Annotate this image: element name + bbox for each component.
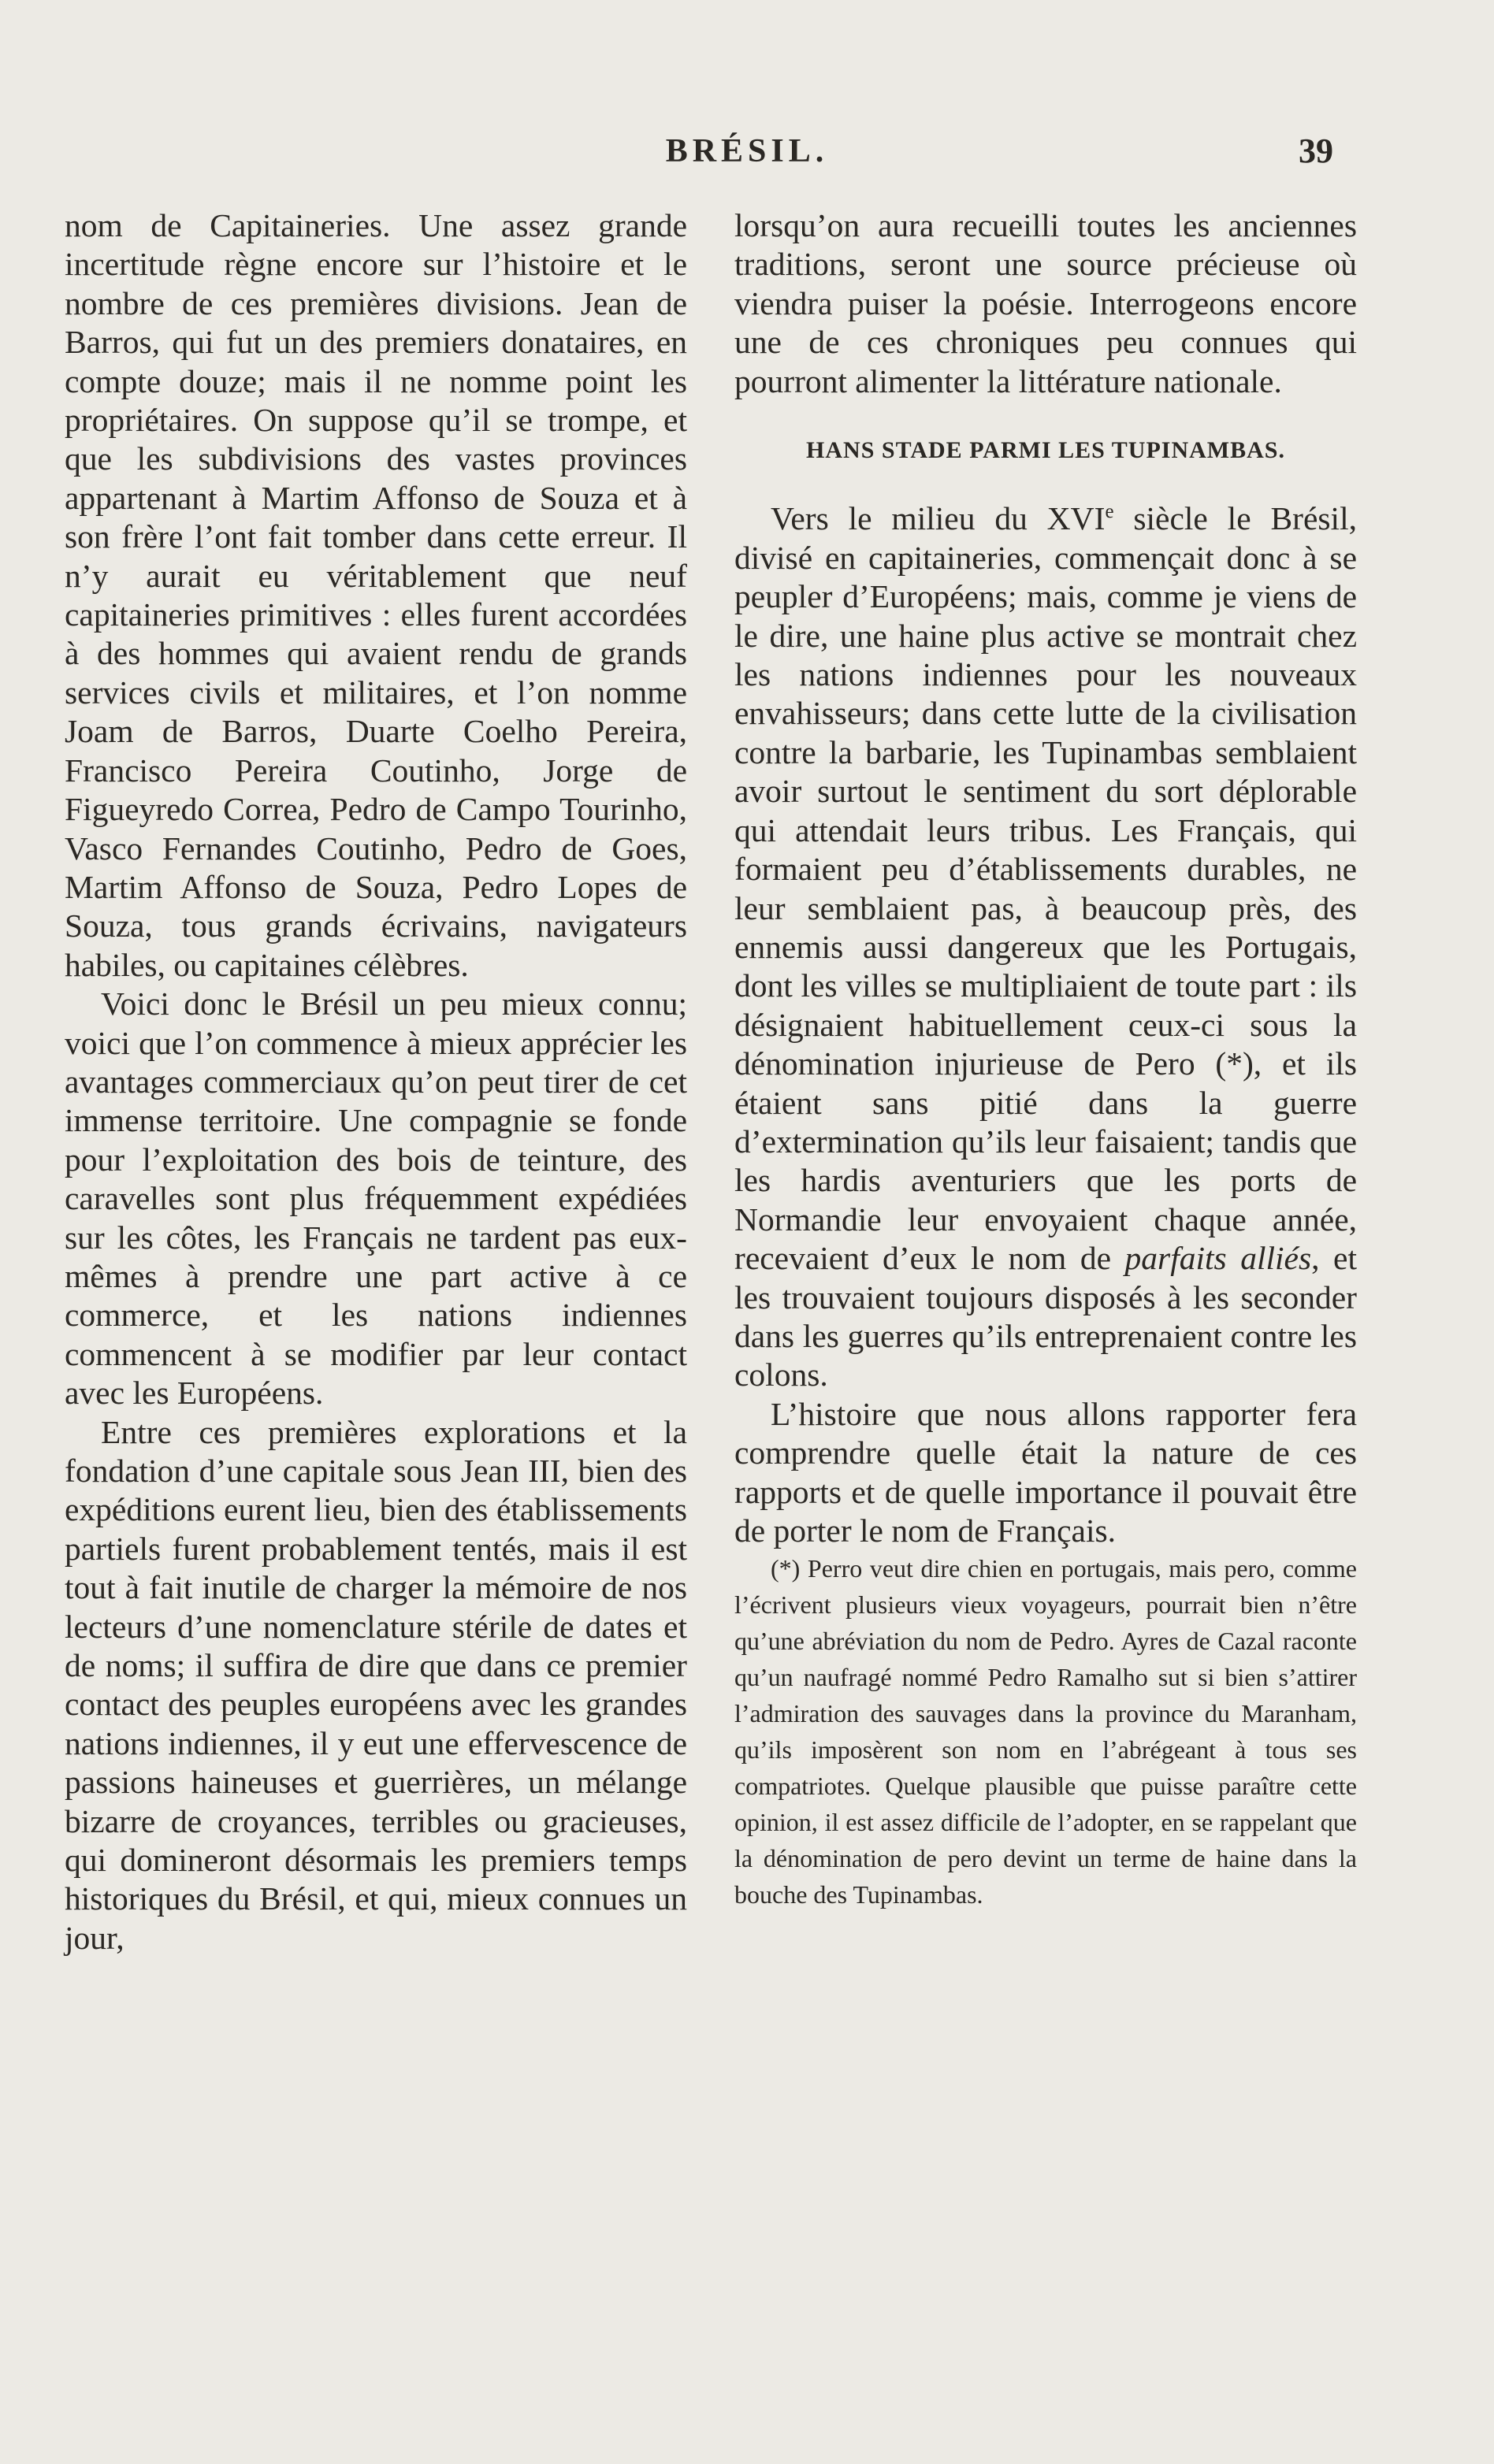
left-column <box>65 206 687 1957</box>
p2-text-end: , et les trouvaient toujours disposés à les seconder dans les guerres qu’ils entreprenaient contre les colons. <box>734 1240 1357 1393</box>
right-paragraph-3: L’histoire que nous allons rapporter fera comprendre quelle était la nature de ces rapports et de quelle importance il pouvait être de porter le nom de Français. <box>734 1395 1357 1549</box>
section-heading: HANS STADE PARMI LES TUPINAMBAS. <box>806 437 1285 464</box>
running-header-title: BRÉSIL. <box>665 133 829 169</box>
left-paragraph-2: Voici donc le Brésil un peu mieux connu; voici que l’on commence à mieux apprécier les avantages commerciaux qu’on peut tirer de cet immense territoire. Une compagnie se fonde pour l’exploitation des bois de teinture, des caravelles sont plus fréquemment expédiées sur les côtes, les Français ne tardent pas eux-mêmes à prendre une part active à ce commerce, et les nations indiennes commencent à se modifier par leur contact avec les Européens. <box>65 985 687 1412</box>
left-paragraph-3: Entre ces premières explorations et la fondation d’une capitale sous Jean III, bien des expéditions eurent lieu, bien des établissements partiels furent probablement tentés, mais il est tout à fait inutile de charger la mémoire de nos lecteurs d’une nomenclature stérile de dates et de noms; il suffira de dire que dans ce premier contact des peuples européens avec les grandes nations indiennes, il y eut une effervescence de passions haineuses et guerrières, un mélange bizarre de croyances, terribles ou gracieuses, qui domineront désormais les premiers temps historiques du Brésil, et qui, mieux connues un jour, <box>65 1413 687 1956</box>
century-superscript: e <box>1105 501 1114 523</box>
right-paragraph-2 <box>734 499 1357 1394</box>
right-paragraph-1: lorsqu’on aura recueilli toutes les anciennes traditions, seront une source précieuse où viendra puiser la poésie. Interrogeons encore une de ces chroniques peu connues qui pourront alimenter la littérature nationale. <box>734 207 1357 399</box>
footnote: (*) Perro veut dire chien en portugais, mais pero, comme l’écrivent plusieurs vieux voyageurs, pourrait bien n’être qu’une abréviation du nom de Pedro. Ayres de Cazal raconte qu’un naufragé nommé Pedro Ramalho sut si bien s’attirer l’admiration des sauvages dans la province du Maranham, qu’ils imposèrent son nom en l’abrégeant à tous ses compatriotes. Quelque plausible que puisse paraître cette opinion, il est assez difficile de l’adopter, en se rappelant que la dénomination de pero devint un terme de haine dans la bouche des Tupinambas. <box>734 1554 1357 1909</box>
page-number: 39 <box>1299 132 1333 170</box>
right-column <box>734 206 1357 1913</box>
p2-text-middle: siècle le Brésil, divisé en capitaineries, commençait donc à se peupler d’Européens; mais, comme je viens de le dire, une haine plus active se montrait chez les nations indiennes pour les nouveaux envahisseurs; dans cette lutte de la civilisation contre la barbarie, les Tupinambas semblaient avoir surtout le sentiment du sort déplorable qui attendait leurs tribus. Les Français, qui formaient peu d’établissements durables, ne leur semblaient pas, à beaucoup près, des ennemis aussi dangereux que les Portugais, dont les villes se multipliaient de toute part : ils désignaient habituellement ceux-ci sous la dénomination injurieuse de Pero (*), et ils étaient sans pitié dans la guerre d’extermination qu’ils leur faisaient; tandis que les hardis aventuriers que les ports de Normandie leur envoyaient chaque année, recevaient d’eux le nom de <box>734 500 1357 1277</box>
p2-text-start: Vers le milieu du XVI <box>771 500 1106 537</box>
p2-italic-phrase: parfaits alliés <box>1124 1240 1312 1277</box>
left-paragraph-1: nom de Capitaineries. Une assez grande incertitude règne encore sur l’histoire et le nombre de ces premières divisions. Jean de Barros, qui fut un des premiers donataires, en compte douze; mais il ne nomme point les propriétaires. On suppose qu’il se trompe, et que les subdivisions des vastes provinces appartenant à Martim Affonso de Souza et à son frère l’ont fait tomber dans cette erreur. Il n’y aurait eu véritablement que neuf capitaineries primitives : elles furent accordées à des hommes qui avaient rendu de grands services civils et militaires, et l’on nomme Joam de Barros, Duarte Coelho Pereira, Francisco Pereira Coutinho, Jorge de Figueyredo Correa, Pedro de Campo Tourinho, Vasco Fernandes Coutinho, Pedro de Goes, Martim Affonso de Souza, Pedro Lopes de Souza, tous grands écrivains, navigateurs habiles, ou capitaines célèbres. <box>65 207 687 983</box>
